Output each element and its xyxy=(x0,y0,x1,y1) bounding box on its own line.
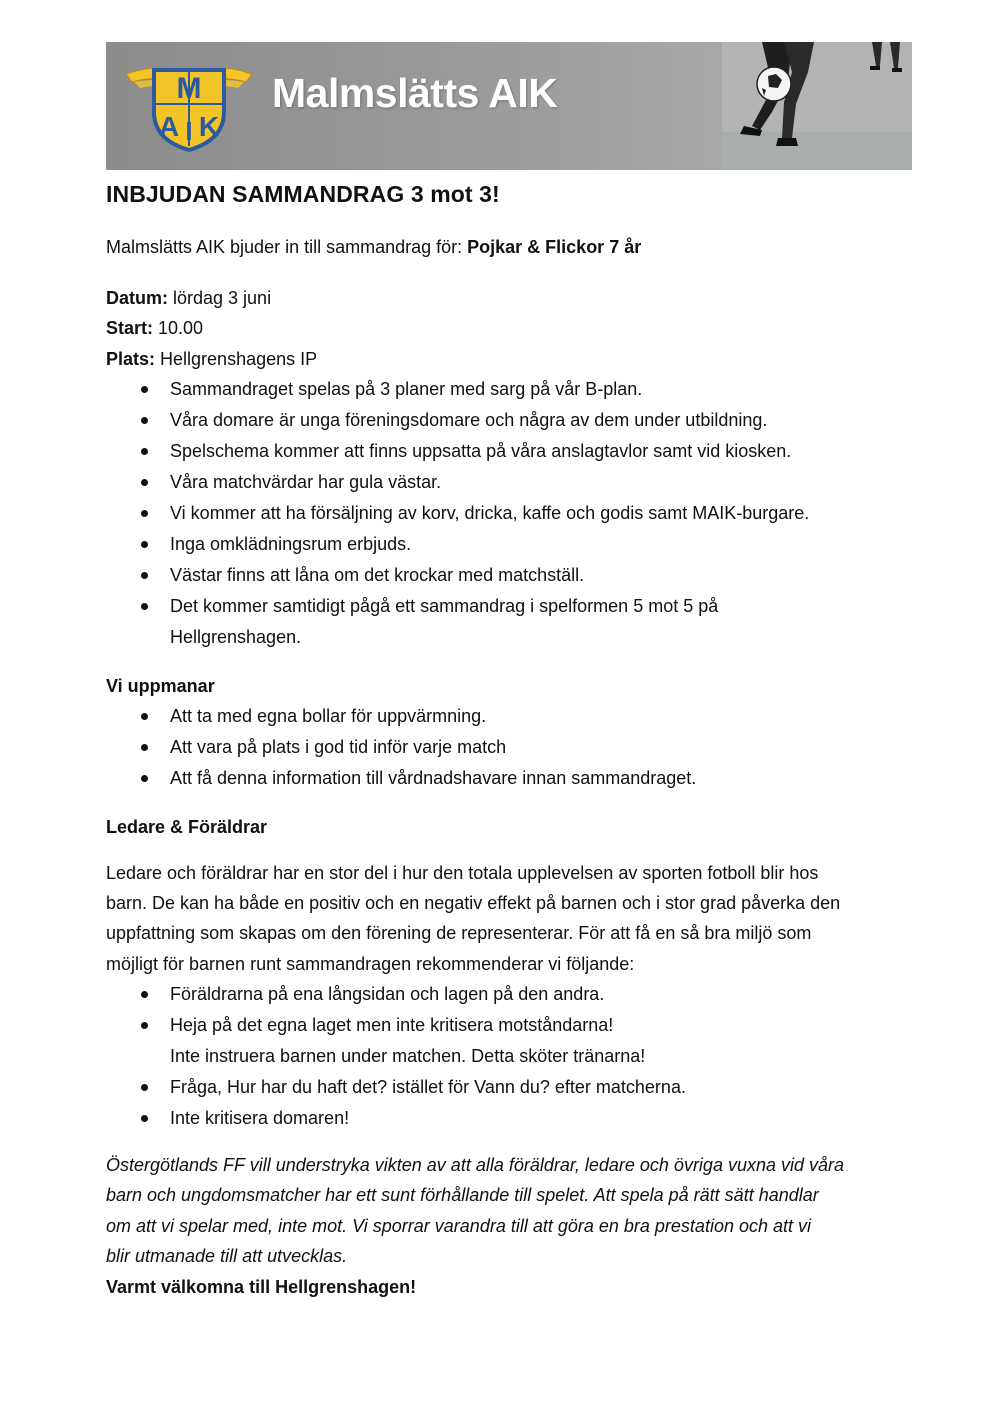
info-list xyxy=(106,374,916,653)
list-item: Vi kommer att ha försäljning av korv, dricka, kaffe och godis samt MAIK-burgare. xyxy=(106,498,916,529)
list-item: Sammandraget spelas på 3 planer med sarg på vår B-plan. xyxy=(106,374,916,405)
list-item-continuation: Hellgrenshagen. xyxy=(170,627,302,647)
list-item: Att vara på plats i god tid inför varje match xyxy=(106,732,916,763)
list-item-text: Det kommer samtidigt pågå ett sammandrag i spelformen 5 mot 5 på xyxy=(170,596,719,616)
detail-label: Datum: xyxy=(106,287,168,308)
club-logo-icon xyxy=(124,60,254,152)
encourage-list xyxy=(106,701,916,794)
list-item: Föräldrarna på ena långsidan och lagen på den andra. xyxy=(106,979,916,1010)
list-item: Att få denna information till vårdnadshavare innan sammandraget. xyxy=(106,763,916,794)
detail-date xyxy=(106,283,916,314)
paragraph-line: barn och ungdomsmatcher har ett sunt förhållande till spelet. Att spela på rätt sätt handlar xyxy=(106,1185,819,1206)
detail-start xyxy=(106,313,916,344)
list-item-continuation: Inte instruera barnen under matchen. Detta sköter tränarna! xyxy=(170,1045,646,1066)
paragraph-line: Ledare och föräldrar har en stor del i hur den totala upplevelsen av sporten fotboll blir hos xyxy=(106,863,819,883)
detail-label: Start: xyxy=(106,318,154,338)
closing-paragraph xyxy=(106,1150,916,1272)
paragraph-line: blir utmanade till att utvecklas. xyxy=(106,1246,348,1267)
detail-value: 10.00 xyxy=(153,318,204,338)
intro-text: Malmslätts AIK bjuder in till sammandrag för: xyxy=(106,237,468,257)
list-item-text: Heja på det egna laget men inte kritisera motståndarna! xyxy=(170,1014,614,1035)
football-player-photo xyxy=(722,42,912,170)
detail-place xyxy=(106,344,916,375)
list-item: Inga omklädningsrum erbjuds. xyxy=(106,529,916,560)
parents-paragraph xyxy=(106,858,916,979)
intro-target-group: Pojkar & Flickor 7 år xyxy=(467,237,642,257)
club-name: Malmslätts AIK xyxy=(272,70,558,116)
list-item: Spelschema kommer att finns uppsatta på våra anslagtavlor samt vid kiosken. xyxy=(106,436,916,467)
list-item: Våra domare är unga föreningsdomare och några av dem under utbildning. xyxy=(106,405,916,436)
club-banner xyxy=(106,42,912,170)
intro-paragraph xyxy=(106,232,916,263)
welcome-line: Varmt välkomna till Hellgrenshagen! xyxy=(106,1276,417,1297)
list-item xyxy=(106,591,916,653)
paragraph-line: om att vi spelar med, inte mot. Vi sporrar varandra till att göra en bra prestation och att vi xyxy=(106,1215,811,1236)
paragraph-line: möjligt för barnen runt sammandragen rekommenderar vi följande: xyxy=(106,953,635,974)
logo-letter-m: M xyxy=(176,72,202,105)
paragraph-line: Östergötlands FF vill understryka vikten av att alla föräldrar, ledare och övriga vuxna vid våra xyxy=(106,1154,845,1175)
logo-letter-i: I xyxy=(185,116,193,146)
logo-letter-a: A xyxy=(158,111,180,142)
list-item: Fråga, Hur har du haft det? istället för Vann du? efter matcherna. xyxy=(106,1072,916,1103)
detail-label: Plats: xyxy=(106,348,156,369)
paragraph-line: uppfattning som skapas om den förening de representerar. För att få en så bra miljö som xyxy=(106,923,812,944)
detail-value: lördag 3 juni xyxy=(168,287,272,308)
event-details xyxy=(106,283,916,375)
document-body xyxy=(106,170,916,1302)
detail-value: Hellgrenshagens IP xyxy=(155,348,318,369)
list-item: Våra matchvärdar har gula västar. xyxy=(106,467,916,498)
list-item: Att ta med egna bollar för uppvärmning. xyxy=(106,701,916,732)
list-item: Inte kritisera domaren! xyxy=(106,1103,916,1134)
list-item xyxy=(106,1010,916,1072)
section-heading-parents: Ledare & Föräldrar xyxy=(106,817,268,837)
logo-letter-k: K xyxy=(198,111,220,142)
parents-list xyxy=(106,979,916,1134)
page-title: INBJUDAN SAMMANDRAG 3 mot 3! xyxy=(106,181,500,207)
list-item: Västar finns att låna om det krockar med matchställ. xyxy=(106,560,916,591)
section-heading-encourage: Vi uppmanar xyxy=(106,676,215,696)
paragraph-line: barn. De kan ha både en positiv och en negativ effekt på barnen och i stor grad påverka den xyxy=(106,893,841,914)
